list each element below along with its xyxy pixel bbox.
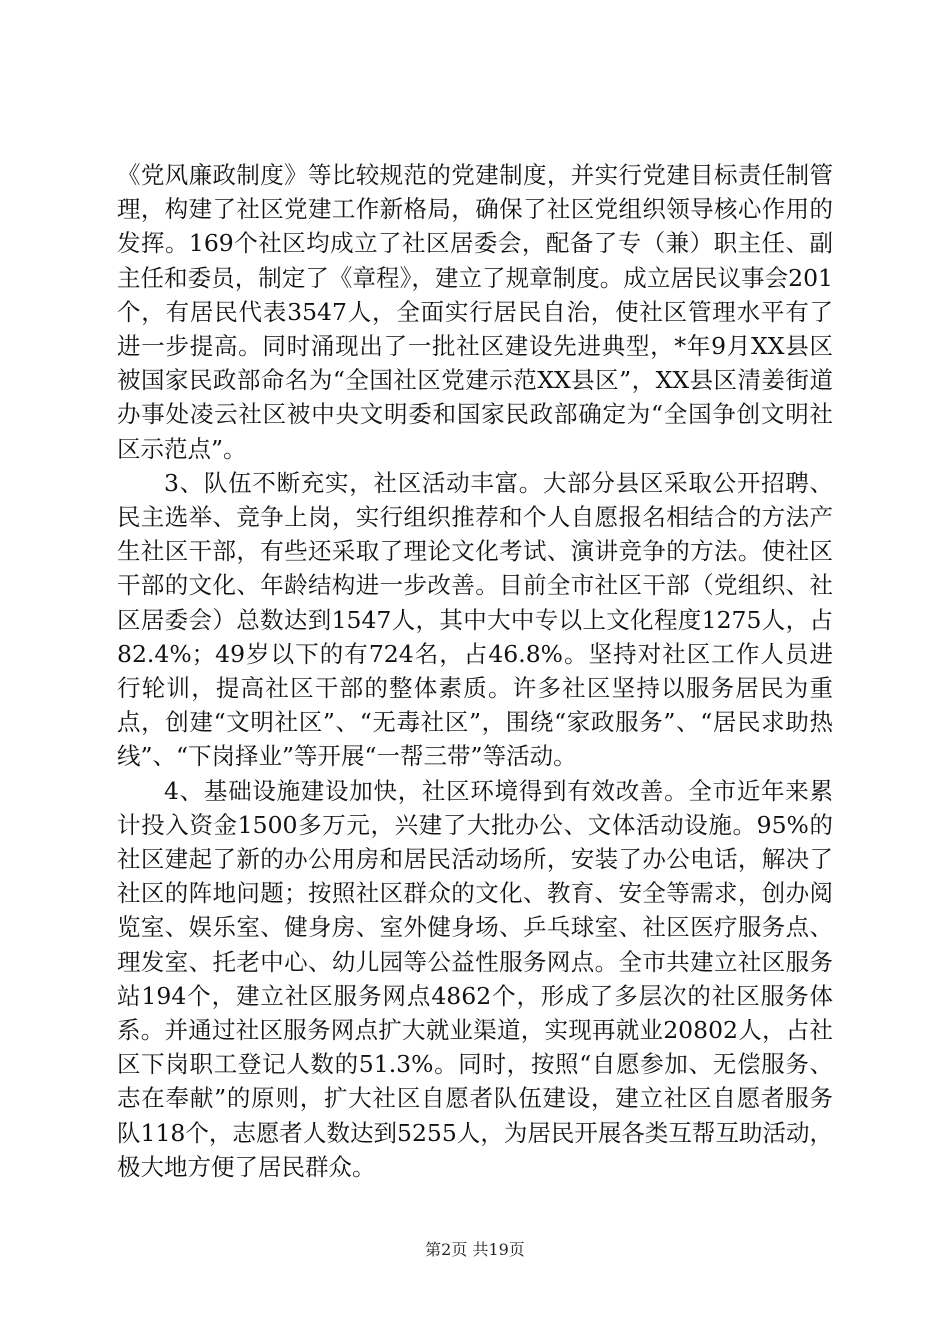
paragraph-continuation: 《党风廉政制度》等比较规范的党建制度，并实行党建目标责任制管理，构建了社区党建工作新格局，确保了社区党组织领导核心作用的发挥。169个社区均成立了社区居委会，配备了专（兼）职主任、副主任和委员，制定了《章程》，建立了规章制度。成立居民议事会201个，有居民代表3547人，全面实行居民自治，使社区管理水平有了进一步提高。同时涌现出了一批社区建设先进典型，*年9月XX县区被国家民政部命名为“全国社区党建示范XX县区”，XX县区清姜街道办事处凌云社区被中央文明委和国家民政部确定为“全国争创文明社区示范点”。 <box>117 161 833 463</box>
paragraph-infrastructure: 4、基础设施建设加快，社区环境得到有效改善。全市近年来累计投入资金1500多万元，兴建了大批办公、文体活动设施。95%的社区建起了新的办公用房和居民活动场所，安装了办公电话，解决了社区的阵地问题；按照社区群众的文化、教育、安全等需求，创办阅览室、娱乐室、健身房、室外健身场、乒乓球室、社区医疗服务点、理发室、托老中心、幼儿园等公益性服务网点。全市共建立社区服务站194个，建立社区服务网点4862个，形成了多层次的社区服务体系。并通过社区服务网点扩大就业渠道，实现再就业20802人，占社区下岗职工登记人数的51.3%。同时，按照“自愿参加、无偿服务、志在奉献”的原则，扩大社区自愿者队伍建设，建立社区自愿者服务队118个，志愿者人数达到5255人，为居民开展各类互帮互助活动，极大地方便了居民群众。 <box>117 776 833 1181</box>
paragraph-team-building: 3、队伍不断充实，社区活动丰富。大部分县区采取公开招聘、民主选举、竞争上岗，实行组织推荐和个人自愿报名相结合的方法产生社区干部，有些还采取了理论文化考试、演讲竞争的方法。使社区干部的文化、年龄结构进一步改善。目前全市社区干部（党组织、社区居委会）总数达到1547人，其中大中专以上文化程度1275人，占82.4%；49岁以下的有724名，占46.8%。坚持对社区工作人员进行轮训，提高社区干部的整体素质。许多社区坚持以服务居民为重点，创建“文明社区”、“无毒社区”，围绕“家政服务”、“居民求助热线”、“下岗择业”等开展“一帮三带”等活动。 <box>117 468 833 771</box>
page-number-footer: 第2页 共19页 <box>425 1240 525 1259</box>
document-body <box>117 158 833 1184</box>
